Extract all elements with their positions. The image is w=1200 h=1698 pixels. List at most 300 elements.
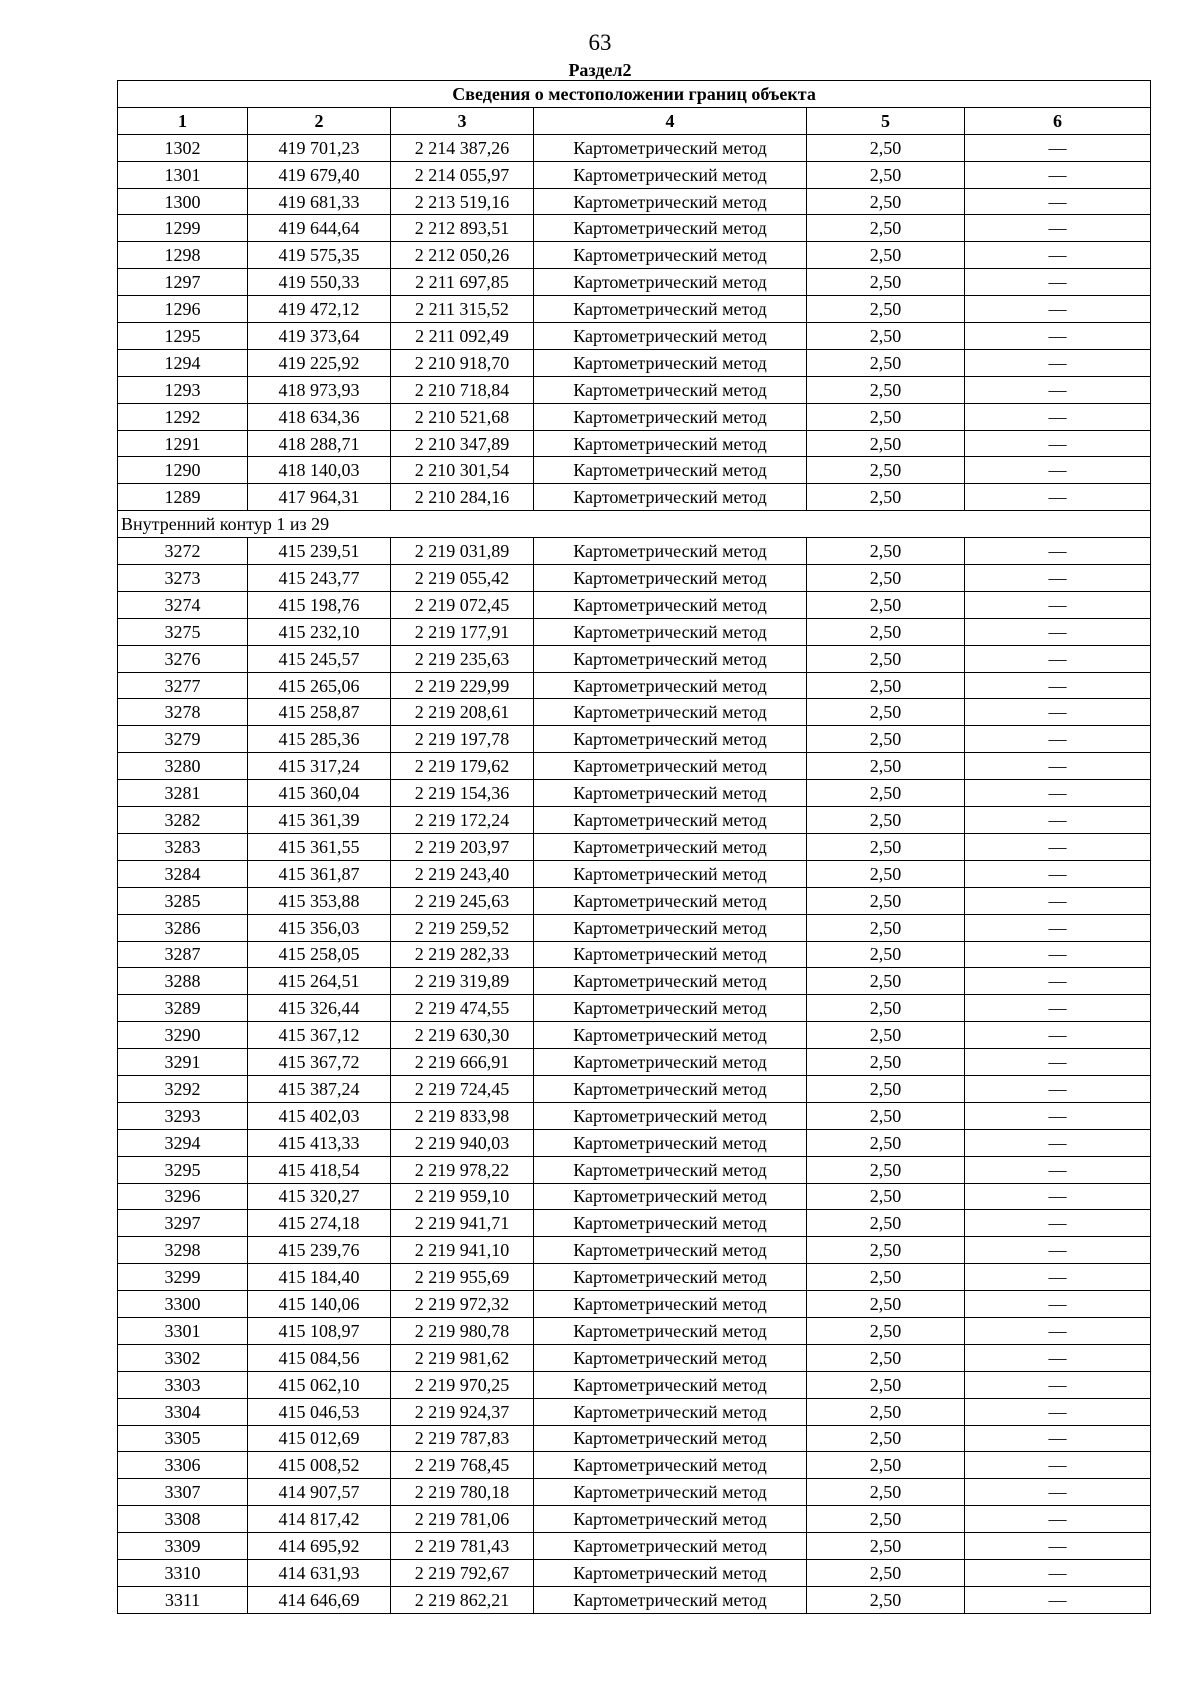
- table-cell: —: [965, 188, 1151, 215]
- table-cell: Картометрический метод: [534, 1479, 807, 1506]
- table-cell: —: [965, 995, 1151, 1022]
- table-cell: —: [965, 672, 1151, 699]
- table-cell: —: [965, 161, 1151, 188]
- table-cell: Картометрический метод: [534, 242, 807, 269]
- table-cell: 1299: [118, 215, 248, 242]
- table-cell: 2,50: [807, 565, 965, 592]
- table-cell: —: [965, 1559, 1151, 1586]
- table-cell: Картометрический метод: [534, 914, 807, 941]
- table-cell: —: [965, 968, 1151, 995]
- table-cell: —: [965, 1425, 1151, 1452]
- table-cell: 3302: [118, 1344, 248, 1371]
- table-cell: 418 288,71: [248, 430, 391, 457]
- table-cell: 3304: [118, 1398, 248, 1425]
- table-cell: 418 140,03: [248, 457, 391, 484]
- table-cell: 419 472,12: [248, 296, 391, 323]
- table-cell: Картометрический метод: [534, 565, 807, 592]
- table-cell: 2,50: [807, 349, 965, 376]
- table-row: [118, 269, 1151, 296]
- table-cell: 3286: [118, 914, 248, 941]
- table-cell: 2 219 203,97: [391, 833, 534, 860]
- table-cell: Картометрический метод: [534, 1102, 807, 1129]
- table-row: [118, 1210, 1151, 1237]
- table-cell: 2 219 970,25: [391, 1371, 534, 1398]
- column-header: 5: [807, 107, 965, 134]
- table-cell: 2,50: [807, 753, 965, 780]
- table-cell: 415 012,69: [248, 1425, 391, 1452]
- table-cell: 414 646,69: [248, 1586, 391, 1613]
- table-cell: 2,50: [807, 1506, 965, 1533]
- page-number: 63: [588, 30, 612, 55]
- table-cell: Картометрический метод: [534, 1291, 807, 1318]
- table-cell: —: [965, 591, 1151, 618]
- table-caption-row: [118, 81, 1151, 108]
- table-row: [118, 753, 1151, 780]
- table-cell: 3311: [118, 1586, 248, 1613]
- table-row: [118, 1344, 1151, 1371]
- table-cell: 2,50: [807, 1183, 965, 1210]
- table-cell: —: [965, 1371, 1151, 1398]
- table-cell: 419 679,40: [248, 161, 391, 188]
- table-cell: 2 212 893,51: [391, 215, 534, 242]
- table-cell: 415 274,18: [248, 1210, 391, 1237]
- column-header: 6: [965, 107, 1151, 134]
- table-cell: Картометрический метод: [534, 1210, 807, 1237]
- table-row: [118, 1506, 1151, 1533]
- table-cell: Картометрический метод: [534, 323, 807, 350]
- table-cell: —: [965, 1452, 1151, 1479]
- table-cell: 2,50: [807, 403, 965, 430]
- table-header-row: [118, 107, 1151, 134]
- table-cell: Картометрический метод: [534, 780, 807, 807]
- table-cell: —: [965, 403, 1151, 430]
- table-row: [118, 807, 1151, 834]
- table-cell: Картометрический метод: [534, 807, 807, 834]
- table-cell: Картометрический метод: [534, 1559, 807, 1586]
- table-cell: 415 361,87: [248, 860, 391, 887]
- table-cell: 2 211 315,52: [391, 296, 534, 323]
- table-cell: 2,50: [807, 1317, 965, 1344]
- table-cell: 2,50: [807, 726, 965, 753]
- table-cell: 3288: [118, 968, 248, 995]
- table-cell: 415 360,04: [248, 780, 391, 807]
- table-row: [118, 995, 1151, 1022]
- table-cell: 414 631,93: [248, 1559, 391, 1586]
- table-cell: 419 644,64: [248, 215, 391, 242]
- table-cell: —: [965, 1049, 1151, 1076]
- table-cell: 3275: [118, 618, 248, 645]
- table-cell: 2 210 918,70: [391, 349, 534, 376]
- table-cell: —: [965, 807, 1151, 834]
- table-cell: 418 973,93: [248, 376, 391, 403]
- table-cell: Картометрический метод: [534, 349, 807, 376]
- table-cell: 415 243,77: [248, 565, 391, 592]
- table-cell: 415 361,39: [248, 807, 391, 834]
- table-cell: 2 214 387,26: [391, 134, 534, 161]
- table-row: [118, 1371, 1151, 1398]
- table-cell: 1291: [118, 430, 248, 457]
- table-body: [118, 134, 1151, 1613]
- table-row: [118, 1398, 1151, 1425]
- table-cell: 1290: [118, 457, 248, 484]
- table-cell: 2 219 780,18: [391, 1479, 534, 1506]
- table-cell: 3277: [118, 672, 248, 699]
- table-row: [118, 1183, 1151, 1210]
- table-cell: —: [965, 1102, 1151, 1129]
- contour-row: [118, 511, 1151, 538]
- table-cell: 2 219 630,30: [391, 1022, 534, 1049]
- table-cell: 2,50: [807, 833, 965, 860]
- table-row: [118, 618, 1151, 645]
- table-cell: 3294: [118, 1129, 248, 1156]
- table-cell: 415 353,88: [248, 887, 391, 914]
- table-cell: Картометрический метод: [534, 1425, 807, 1452]
- table-cell: 2,50: [807, 538, 965, 565]
- table-cell: —: [965, 430, 1151, 457]
- table-cell: 2 219 924,37: [391, 1398, 534, 1425]
- table-cell: 419 681,33: [248, 188, 391, 215]
- table-cell: 3285: [118, 887, 248, 914]
- table-row: [118, 296, 1151, 323]
- table-cell: —: [965, 1506, 1151, 1533]
- table-cell: Картометрический метод: [534, 1049, 807, 1076]
- table-cell: 1300: [118, 188, 248, 215]
- table-cell: —: [965, 1210, 1151, 1237]
- table-cell: 3292: [118, 1075, 248, 1102]
- table-cell: 2,50: [807, 1210, 965, 1237]
- table-cell: 2,50: [807, 457, 965, 484]
- table-cell: 1295: [118, 323, 248, 350]
- table-cell: 2,50: [807, 968, 965, 995]
- table-cell: 3284: [118, 860, 248, 887]
- table-cell: 417 964,31: [248, 484, 391, 511]
- table-cell: Картометрический метод: [534, 1022, 807, 1049]
- table-cell: 2 213 519,16: [391, 188, 534, 215]
- table-cell: 415 140,06: [248, 1291, 391, 1318]
- table-cell: —: [965, 1237, 1151, 1264]
- table-row: [118, 1129, 1151, 1156]
- table-cell: 2,50: [807, 1291, 965, 1318]
- table-cell: Картометрический метод: [534, 403, 807, 430]
- table-row: [118, 1425, 1151, 1452]
- table-cell: —: [965, 1156, 1151, 1183]
- table-cell: 414 817,42: [248, 1506, 391, 1533]
- table-cell: 3274: [118, 591, 248, 618]
- table-cell: 415 361,55: [248, 833, 391, 860]
- table-cell: 2 219 177,91: [391, 618, 534, 645]
- table-cell: 3283: [118, 833, 248, 860]
- table-cell: 3273: [118, 565, 248, 592]
- table-cell: 415 046,53: [248, 1398, 391, 1425]
- table-cell: 2,50: [807, 1129, 965, 1156]
- table-cell: —: [965, 1344, 1151, 1371]
- table-cell: 2,50: [807, 1425, 965, 1452]
- column-header: 3: [391, 107, 534, 134]
- table-cell: 2 210 284,16: [391, 484, 534, 511]
- table-cell: 3291: [118, 1049, 248, 1076]
- table-cell: 2 219 981,62: [391, 1344, 534, 1371]
- table-cell: 418 634,36: [248, 403, 391, 430]
- table-cell: 2 219 666,91: [391, 1049, 534, 1076]
- table-cell: 2 219 781,06: [391, 1506, 534, 1533]
- table-cell: 2,50: [807, 430, 965, 457]
- table-cell: 415 367,72: [248, 1049, 391, 1076]
- table-row: [118, 1237, 1151, 1264]
- table-cell: Картометрический метод: [534, 215, 807, 242]
- table-cell: 415 356,03: [248, 914, 391, 941]
- table-cell: —: [965, 296, 1151, 323]
- table-cell: 2,50: [807, 1049, 965, 1076]
- table-cell: 1298: [118, 242, 248, 269]
- table-row: [118, 591, 1151, 618]
- table-cell: 415 239,51: [248, 538, 391, 565]
- table-cell: 2,50: [807, 1102, 965, 1129]
- table-cell: Картометрический метод: [534, 753, 807, 780]
- table-cell: —: [965, 323, 1151, 350]
- table-cell: Картометрический метод: [534, 161, 807, 188]
- table-cell: 2 219 724,45: [391, 1075, 534, 1102]
- table-row: [118, 349, 1151, 376]
- table-cell: —: [965, 645, 1151, 672]
- table-cell: 2,50: [807, 887, 965, 914]
- table-row: [118, 780, 1151, 807]
- table-cell: 415 320,27: [248, 1183, 391, 1210]
- table-cell: 415 232,10: [248, 618, 391, 645]
- table-cell: 419 575,35: [248, 242, 391, 269]
- table-row: [118, 1156, 1151, 1183]
- table-cell: 2 219 955,69: [391, 1264, 534, 1291]
- table-row: [118, 376, 1151, 403]
- table-cell: Картометрический метод: [534, 269, 807, 296]
- table-cell: 3306: [118, 1452, 248, 1479]
- table-cell: 415 418,54: [248, 1156, 391, 1183]
- table-cell: 2 219 474,55: [391, 995, 534, 1022]
- table-cell: 3282: [118, 807, 248, 834]
- table-cell: 3309: [118, 1533, 248, 1560]
- table-cell: Картометрический метод: [534, 1183, 807, 1210]
- table-cell: 2,50: [807, 1022, 965, 1049]
- table-cell: —: [965, 1533, 1151, 1560]
- table-cell: 2 219 179,62: [391, 753, 534, 780]
- table-row: [118, 484, 1151, 511]
- table-cell: 3293: [118, 1102, 248, 1129]
- table-cell: 1297: [118, 269, 248, 296]
- table-cell: 2,50: [807, 699, 965, 726]
- table-cell: 2 219 031,89: [391, 538, 534, 565]
- table-row: [118, 1102, 1151, 1129]
- table-row: [118, 134, 1151, 161]
- table-cell: Картометрический метод: [534, 860, 807, 887]
- table-row: [118, 887, 1151, 914]
- table-cell: —: [965, 1586, 1151, 1613]
- table-cell: 3310: [118, 1559, 248, 1586]
- table-row: [118, 457, 1151, 484]
- table-cell: 2,50: [807, 1452, 965, 1479]
- table-cell: 1294: [118, 349, 248, 376]
- table-cell: 3297: [118, 1210, 248, 1237]
- table-cell: —: [965, 134, 1151, 161]
- table-cell: 2,50: [807, 296, 965, 323]
- table-cell: 3300: [118, 1291, 248, 1318]
- table-cell: —: [965, 1183, 1151, 1210]
- table-cell: —: [965, 1398, 1151, 1425]
- table-cell: 2 214 055,97: [391, 161, 534, 188]
- table-cell: 415 402,03: [248, 1102, 391, 1129]
- table-cell: 2,50: [807, 860, 965, 887]
- table-cell: 2,50: [807, 914, 965, 941]
- table-cell: 2,50: [807, 1344, 965, 1371]
- column-header: 4: [534, 107, 807, 134]
- table-cell: —: [965, 565, 1151, 592]
- table-cell: 415 285,36: [248, 726, 391, 753]
- table-cell: Картометрический метод: [534, 1371, 807, 1398]
- table-cell: 414 907,57: [248, 1479, 391, 1506]
- table-cell: 2 219 941,10: [391, 1237, 534, 1264]
- table-row: [118, 1075, 1151, 1102]
- table-cell: 2 219 941,71: [391, 1210, 534, 1237]
- table-row: [118, 1533, 1151, 1560]
- table-row: [118, 645, 1151, 672]
- table-cell: 3287: [118, 941, 248, 968]
- section-title: Раздел2: [568, 60, 632, 80]
- table-cell: 3289: [118, 995, 248, 1022]
- table-cell: Картометрический метод: [534, 1506, 807, 1533]
- table-cell: 414 695,92: [248, 1533, 391, 1560]
- table-cell: 2 211 092,49: [391, 323, 534, 350]
- table-cell: —: [965, 1291, 1151, 1318]
- table-cell: 2,50: [807, 376, 965, 403]
- table-cell: Картометрический метод: [534, 887, 807, 914]
- table-cell: 2 219 208,61: [391, 699, 534, 726]
- table-row: [118, 565, 1151, 592]
- table-cell: 415 387,24: [248, 1075, 391, 1102]
- table-caption: Сведения о местоположении границ объекта: [118, 81, 1151, 108]
- table-cell: —: [965, 457, 1151, 484]
- table-row: [118, 860, 1151, 887]
- table-cell: 2 219 980,78: [391, 1317, 534, 1344]
- table-cell: Картометрический метод: [534, 296, 807, 323]
- boundary-coordinates-table: [117, 80, 1151, 1614]
- table-cell: 2 219 792,67: [391, 1559, 534, 1586]
- table-cell: 415 184,40: [248, 1264, 391, 1291]
- table-cell: 2 219 259,52: [391, 914, 534, 941]
- table-cell: 3272: [118, 538, 248, 565]
- table-cell: Картометрический метод: [534, 538, 807, 565]
- table-cell: 3279: [118, 726, 248, 753]
- table-cell: —: [965, 941, 1151, 968]
- table-cell: —: [965, 1022, 1151, 1049]
- table-cell: —: [965, 618, 1151, 645]
- table-cell: 2,50: [807, 484, 965, 511]
- table-cell: 3303: [118, 1371, 248, 1398]
- table-cell: 2 219 787,83: [391, 1425, 534, 1452]
- table-cell: Картометрический метод: [534, 995, 807, 1022]
- table-row: [118, 968, 1151, 995]
- table-cell: 2,50: [807, 269, 965, 296]
- table-cell: 3276: [118, 645, 248, 672]
- table-cell: 2 219 055,42: [391, 565, 534, 592]
- table-cell: 1292: [118, 403, 248, 430]
- contour-label: Внутренний контур 1 из 29: [118, 511, 1151, 538]
- table-cell: 3296: [118, 1183, 248, 1210]
- table-cell: 2,50: [807, 1371, 965, 1398]
- table-cell: Картометрический метод: [534, 1237, 807, 1264]
- table-row: [118, 914, 1151, 941]
- table-cell: —: [965, 780, 1151, 807]
- table-cell: 415 413,33: [248, 1129, 391, 1156]
- table-cell: —: [965, 1479, 1151, 1506]
- table-cell: 2 210 347,89: [391, 430, 534, 457]
- table-cell: 3308: [118, 1506, 248, 1533]
- table-cell: Картометрический метод: [534, 1317, 807, 1344]
- table-cell: 2,50: [807, 161, 965, 188]
- table-cell: Картометрический метод: [534, 1452, 807, 1479]
- table-cell: 3295: [118, 1156, 248, 1183]
- table-cell: 2 219 862,21: [391, 1586, 534, 1613]
- table-cell: 1296: [118, 296, 248, 323]
- table-cell: 2,50: [807, 780, 965, 807]
- table-cell: 419 550,33: [248, 269, 391, 296]
- table-cell: 3281: [118, 780, 248, 807]
- table-cell: 2 219 768,45: [391, 1452, 534, 1479]
- table-cell: 2 219 978,22: [391, 1156, 534, 1183]
- table-cell: 3298: [118, 1237, 248, 1264]
- table-cell: 415 326,44: [248, 995, 391, 1022]
- table-cell: —: [965, 349, 1151, 376]
- table-cell: —: [965, 538, 1151, 565]
- table-cell: 1302: [118, 134, 248, 161]
- table-cell: —: [965, 269, 1151, 296]
- table-cell: 415 367,12: [248, 1022, 391, 1049]
- table-row: [118, 323, 1151, 350]
- table-cell: Картометрический метод: [534, 1586, 807, 1613]
- table-cell: 2 219 781,43: [391, 1533, 534, 1560]
- table-cell: 415 258,05: [248, 941, 391, 968]
- table-cell: Картометрический метод: [534, 376, 807, 403]
- table-row: [118, 699, 1151, 726]
- table-cell: 3290: [118, 1022, 248, 1049]
- table-cell: 2 219 245,63: [391, 887, 534, 914]
- column-header: 1: [118, 107, 248, 134]
- table-row: [118, 215, 1151, 242]
- table-row: [118, 161, 1151, 188]
- table-cell: 2,50: [807, 1533, 965, 1560]
- table-cell: 2,50: [807, 1586, 965, 1613]
- table-cell: —: [965, 1129, 1151, 1156]
- table-cell: 2 219 229,99: [391, 672, 534, 699]
- table-cell: Картометрический метод: [534, 1264, 807, 1291]
- table-cell: Картометрический метод: [534, 430, 807, 457]
- table-cell: Картометрический метод: [534, 645, 807, 672]
- table-cell: —: [965, 1075, 1151, 1102]
- table-cell: 415 198,76: [248, 591, 391, 618]
- table-cell: 415 084,56: [248, 1344, 391, 1371]
- table-cell: Картометрический метод: [534, 726, 807, 753]
- table-cell: 2 219 940,03: [391, 1129, 534, 1156]
- table-cell: Картометрический метод: [534, 1129, 807, 1156]
- table-cell: 2 211 697,85: [391, 269, 534, 296]
- table-cell: Картометрический метод: [534, 188, 807, 215]
- table-cell: Картометрический метод: [534, 591, 807, 618]
- table-cell: Картометрический метод: [534, 484, 807, 511]
- table-cell: Картометрический метод: [534, 968, 807, 995]
- table-cell: 2,50: [807, 1479, 965, 1506]
- table-cell: 2 219 833,98: [391, 1102, 534, 1129]
- table-cell: 2,50: [807, 215, 965, 242]
- table-cell: Картометрический метод: [534, 457, 807, 484]
- table-cell: 3280: [118, 753, 248, 780]
- table-row: [118, 1452, 1151, 1479]
